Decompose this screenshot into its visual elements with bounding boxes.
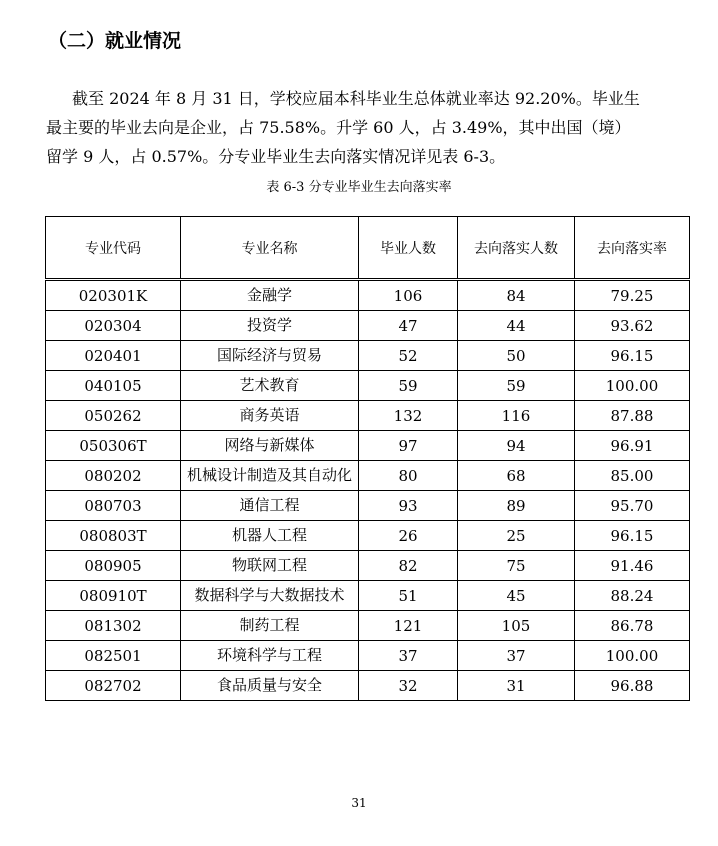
cell-major-code: 080202: [46, 461, 181, 491]
cell-graduates: 106: [359, 280, 458, 311]
cell-major-code: 020304: [46, 311, 181, 341]
cell-placement-rate: 96.15: [575, 341, 690, 371]
table-caption: 表 6-3 分专业毕业生去向落实率: [266, 180, 452, 195]
cell-major-code: 080905: [46, 551, 181, 581]
cell-placed: 25: [458, 521, 575, 551]
cell-placement-rate: 88.24: [575, 581, 690, 611]
cell-graduates: 82: [359, 551, 458, 581]
cell-graduates: 93: [359, 491, 458, 521]
cell-placed: 44: [458, 311, 575, 341]
cell-placement-rate: 96.91: [575, 431, 690, 461]
cell-placement-rate: 100.00: [575, 371, 690, 401]
header-placed: 去向落实人数: [458, 217, 575, 280]
cell-placed: 89: [458, 491, 575, 521]
cell-major-code: 050306T: [46, 431, 181, 461]
cell-placement-rate: 96.15: [575, 521, 690, 551]
cell-major-code: 080703: [46, 491, 181, 521]
cell-graduates: 132: [359, 401, 458, 431]
cell-placement-rate: 85.00: [575, 461, 690, 491]
paragraph-line: 留学 9 人，占 0.57%。分专业毕业生去向落实情况详见表 6-3。: [46, 147, 506, 166]
table-row: [46, 581, 690, 611]
paragraph-line: 截至 2024 年 8 月 31 日，学校应届本科毕业生总体就业率达 92.20%。毕业生: [72, 89, 640, 108]
cell-major-name: 艺术教育: [181, 371, 359, 401]
table-header-row: [46, 217, 690, 280]
table-row: [46, 671, 690, 701]
table-row: [46, 311, 690, 341]
cell-major-name: 投资学: [181, 311, 359, 341]
cell-graduates: 26: [359, 521, 458, 551]
cell-major-code: 050262: [46, 401, 181, 431]
table-row: [46, 521, 690, 551]
cell-major-name: 机械设计制造及其自动化: [181, 461, 359, 491]
table-row: [46, 551, 690, 581]
cell-placement-rate: 93.62: [575, 311, 690, 341]
cell-placed: 75: [458, 551, 575, 581]
cell-major-name: 通信工程: [181, 491, 359, 521]
table-row: [46, 431, 690, 461]
cell-major-name: 机器人工程: [181, 521, 359, 551]
header-placement-rate: 去向落实率: [575, 217, 690, 280]
cell-placed: 59: [458, 371, 575, 401]
cell-placed: 45: [458, 581, 575, 611]
cell-placed: 105: [458, 611, 575, 641]
paragraph-line: 最主要的毕业去向是企业，占 75.58%。升学 60 人，占 3.49%，其中出国（境）: [46, 118, 631, 137]
cell-graduates: 59: [359, 371, 458, 401]
cell-graduates: 37: [359, 641, 458, 671]
cell-major-name: 网络与新媒体: [181, 431, 359, 461]
cell-major-name: 国际经济与贸易: [181, 341, 359, 371]
section-heading: （二）就业情况: [48, 30, 182, 52]
cell-major-name: 物联网工程: [181, 551, 359, 581]
cell-major-code: 080803T: [46, 521, 181, 551]
cell-placement-rate: 95.70: [575, 491, 690, 521]
header-major-code: 专业代码: [46, 217, 181, 280]
cell-major-code: 082501: [46, 641, 181, 671]
cell-graduates: 52: [359, 341, 458, 371]
table-body: [46, 280, 690, 701]
cell-placement-rate: 100.00: [575, 641, 690, 671]
table-row: [46, 341, 690, 371]
cell-placement-rate: 79.25: [575, 280, 690, 311]
cell-major-name: 食品质量与安全: [181, 671, 359, 701]
cell-graduates: 80: [359, 461, 458, 491]
cell-placed: 84: [458, 280, 575, 311]
placement-rate-table: [45, 216, 690, 701]
table-row: [46, 611, 690, 641]
employment-paragraph: [46, 84, 672, 171]
cell-major-name: 制药工程: [181, 611, 359, 641]
cell-graduates: 121: [359, 611, 458, 641]
cell-graduates: 47: [359, 311, 458, 341]
cell-placed: 94: [458, 431, 575, 461]
cell-major-name: 环境科学与工程: [181, 641, 359, 671]
table-row: [46, 401, 690, 431]
table-row: [46, 641, 690, 671]
cell-placed: 68: [458, 461, 575, 491]
header-major-name: 专业名称: [181, 217, 359, 280]
table-row: [46, 461, 690, 491]
cell-placed: 37: [458, 641, 575, 671]
cell-placement-rate: 96.88: [575, 671, 690, 701]
cell-placement-rate: 86.78: [575, 611, 690, 641]
cell-major-code: 082702: [46, 671, 181, 701]
cell-major-code: 080910T: [46, 581, 181, 611]
table-row: [46, 371, 690, 401]
cell-major-code: 020301K: [46, 280, 181, 311]
cell-major-name: 商务英语: [181, 401, 359, 431]
page-number: 31: [351, 796, 367, 810]
cell-placed: 116: [458, 401, 575, 431]
cell-major-code: 081302: [46, 611, 181, 641]
header-graduates: 毕业人数: [359, 217, 458, 280]
cell-graduates: 97: [359, 431, 458, 461]
cell-placed: 50: [458, 341, 575, 371]
cell-major-name: 数据科学与大数据技术: [181, 581, 359, 611]
cell-major-code: 020401: [46, 341, 181, 371]
cell-major-name: 金融学: [181, 280, 359, 311]
cell-graduates: 51: [359, 581, 458, 611]
table-row: [46, 280, 690, 311]
cell-placed: 31: [458, 671, 575, 701]
cell-placement-rate: 91.46: [575, 551, 690, 581]
cell-major-code: 040105: [46, 371, 181, 401]
cell-graduates: 32: [359, 671, 458, 701]
table-row: [46, 491, 690, 521]
cell-placement-rate: 87.88: [575, 401, 690, 431]
